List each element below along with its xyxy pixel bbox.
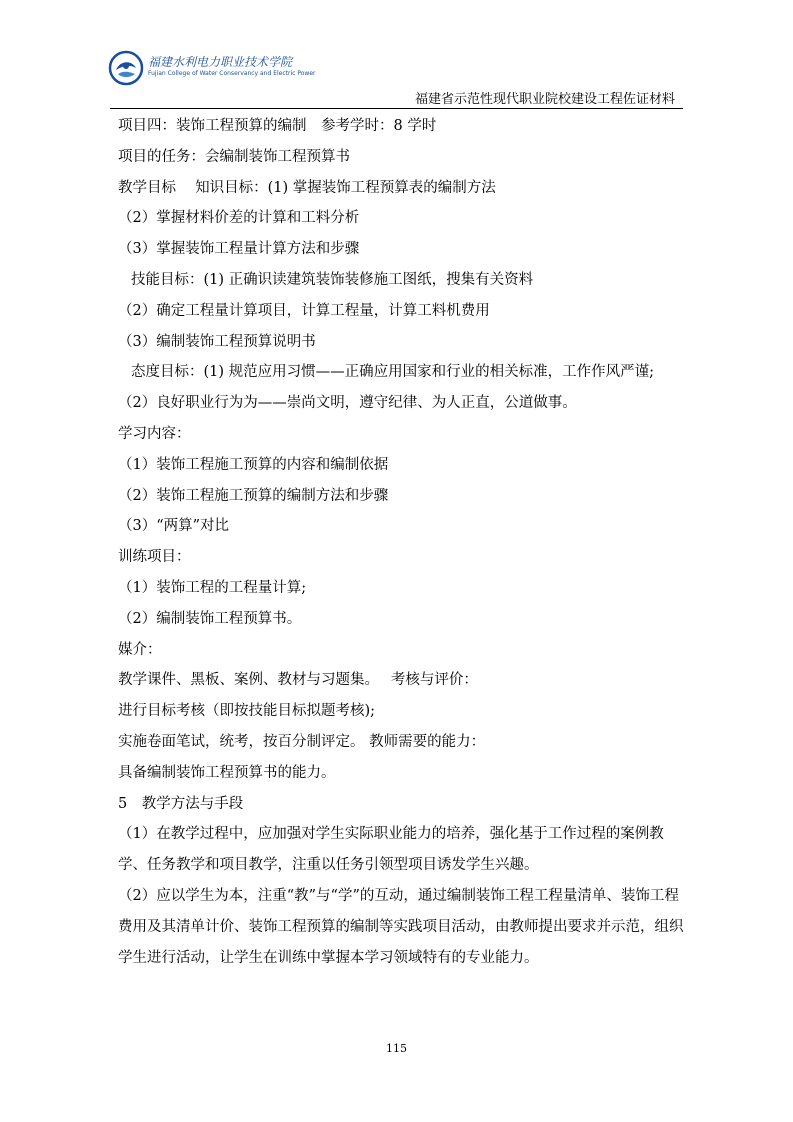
body-line: 进行目标考核（即按技能目标拟题考核); (118, 703, 376, 720)
college-logo (108, 50, 316, 90)
body-line: 态度目标：(1) 规范应用习惯——正确应用国家和行业的相关标准，工作作风严谨; (131, 364, 655, 381)
body-paragraph: （2）应以学生为本，注重“教”与“学”的互动，通过编制装饰工程工程量清单、装饰工程费用及其清单计价、装饰工程预算的编制等实践项目活动，由教师提出要求并示范，组织学生进行活动，让学生在训练中掌握本学习领域特有的专业能力。 (118, 887, 684, 966)
logo-subtext: Fujian College of Water Conservancy and Electric Power (148, 70, 316, 77)
body-line: 教学目标 知识目标：(1) 掌握装饰工程预算表的编制方法 (118, 179, 496, 196)
header-divider (110, 108, 683, 109)
body-line: （2）掌握材料价差的计算和工料分析 (118, 210, 360, 227)
document-body (118, 111, 686, 973)
body-line: 具备编制装饰工程预算书的能力。 (118, 764, 336, 781)
body-line: （1）装饰工程的工程量计算; (118, 579, 307, 596)
section-heading: 5 教学方法与手段 (118, 795, 244, 812)
body-line: 学习内容： (118, 425, 191, 442)
body-line: （3）“两算”对比 (118, 518, 230, 535)
body-line: （2）装饰工程施工预算的编制方法和步骤 (118, 487, 389, 504)
body-line: 媒介： (118, 641, 162, 658)
logo-text: 福建水利电力职业技术学院 (148, 55, 293, 69)
body-line: 训练项目： (118, 549, 191, 566)
header-title: 福建省示范性现代职业院校建设工程佐证材料 (414, 92, 675, 107)
body-line: 项目四：装饰工程预算的编制 参考学时：8 学时 (118, 118, 437, 134)
body-line: （1）装饰工程施工预算的内容和编制依据 (118, 456, 389, 473)
page-number: 115 (386, 1042, 407, 1055)
body-line: （2）良好职业行为为——崇尚文明，遵守纪律、为人正直，公道做事。 (118, 395, 577, 412)
body-line: 实施卷面笔试，统考，按百分制评定。 教师需要的能力： (118, 733, 486, 750)
body-line: （3）编制装饰工程预算说明书 (118, 333, 316, 350)
body-line: （2）确定工程量计算项目，计算工程量，计算工料机费用 (118, 302, 490, 319)
college-emblem-icon (108, 50, 144, 86)
body-paragraph: （1）在教学过程中，应加强对学生实际职业能力的培养，强化基于工作过程的案例教学、任务教学和项目教学，注重以任务引领型项目诱发学生兴趣。 (118, 826, 664, 874)
body-line: 技能目标：(1) 正确识读建筑装饰装修施工图纸，搜集有关资料 (131, 271, 534, 288)
body-line: （3）掌握装饰工程量计算方法和步骤 (118, 241, 360, 258)
body-line: （2）编制装饰工程预算书。 (118, 610, 302, 627)
body-line: 教学课件、黑板、案例、教材与习题集。 考核与评价： (118, 672, 478, 689)
body-line: 项目的任务：会编制装饰工程预算书 (118, 148, 350, 165)
